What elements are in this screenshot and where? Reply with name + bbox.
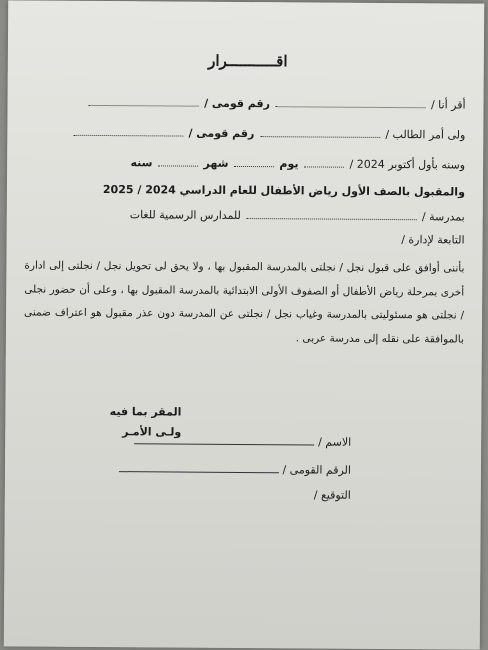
declaration-document (4, 0, 484, 649)
day-blank (304, 156, 344, 167)
declarant-line (87, 95, 466, 112)
declarant-name-blank (275, 96, 425, 108)
declaration-paragraph: بأننى أوافق على قبول نجل / نجلتى بالمدرسة المقبول بها ، ولا يحق لى تحويل نجل / نجلتى إلى ادارة أخرى بمرحلة رياض الأطفال أو الصفوف الأولى الابتدائية بالمدرسة المقبول بها ، وعلى أن حضور نجلى / نجلتى هو مسئوليتى بالمدرسة وغياب نجل / نجلتى عن المدرسة دون عذر مقبول هو اعتراف ضمنى بالموافقة على نقله إلى مدرسة عربى . (24, 259, 465, 346)
id-label: الرقم القومى / (282, 463, 352, 477)
month-blank (234, 156, 274, 167)
guardian-id-blank (73, 125, 183, 137)
paper-sheet (4, 0, 484, 649)
name-label: الاسم / (318, 435, 352, 449)
school-type-label: للمدارس الرسمية للغات (129, 208, 241, 222)
document-title: اقـــــــــــرار (208, 51, 288, 71)
student-name-blank (260, 126, 380, 138)
signature-line (314, 488, 351, 501)
school-name-blank (246, 208, 416, 220)
administration-line (401, 233, 464, 246)
school-line (130, 207, 465, 223)
national-id-blank (89, 95, 199, 107)
guardian-label: ولى أمر الطالب / (385, 127, 466, 142)
name-blank (135, 433, 315, 445)
guardian-id-label: رقم قومى / (188, 126, 255, 141)
age-label: وسنه بأول أكتوبر 2024 / (349, 157, 466, 172)
national-id-label: رقم قومى / (204, 96, 271, 111)
acceptance-line: والمقبول بالصف الأول رياض الأطفال للعام الدراسي 2024 / 2025 (102, 183, 465, 199)
day-label: يوم (279, 157, 299, 171)
id-line (119, 461, 351, 477)
age-line (130, 155, 465, 171)
signature-label: التوقيع / (313, 488, 351, 502)
school-label: بمدرسة / (421, 210, 465, 224)
year-label: سنه (130, 156, 153, 170)
name-line (135, 433, 352, 449)
year-blank (158, 155, 198, 166)
guardian-line (71, 125, 465, 142)
declarant-heading: المقر بما فيه (109, 405, 182, 419)
administration-label: التابعة لإدارة / (401, 233, 465, 247)
guardian-heading: ولـى الأمـر (122, 425, 182, 439)
id-blank (119, 461, 279, 473)
month-label: شهر (203, 156, 229, 170)
declarant-label: أقر أنا / (430, 98, 466, 112)
